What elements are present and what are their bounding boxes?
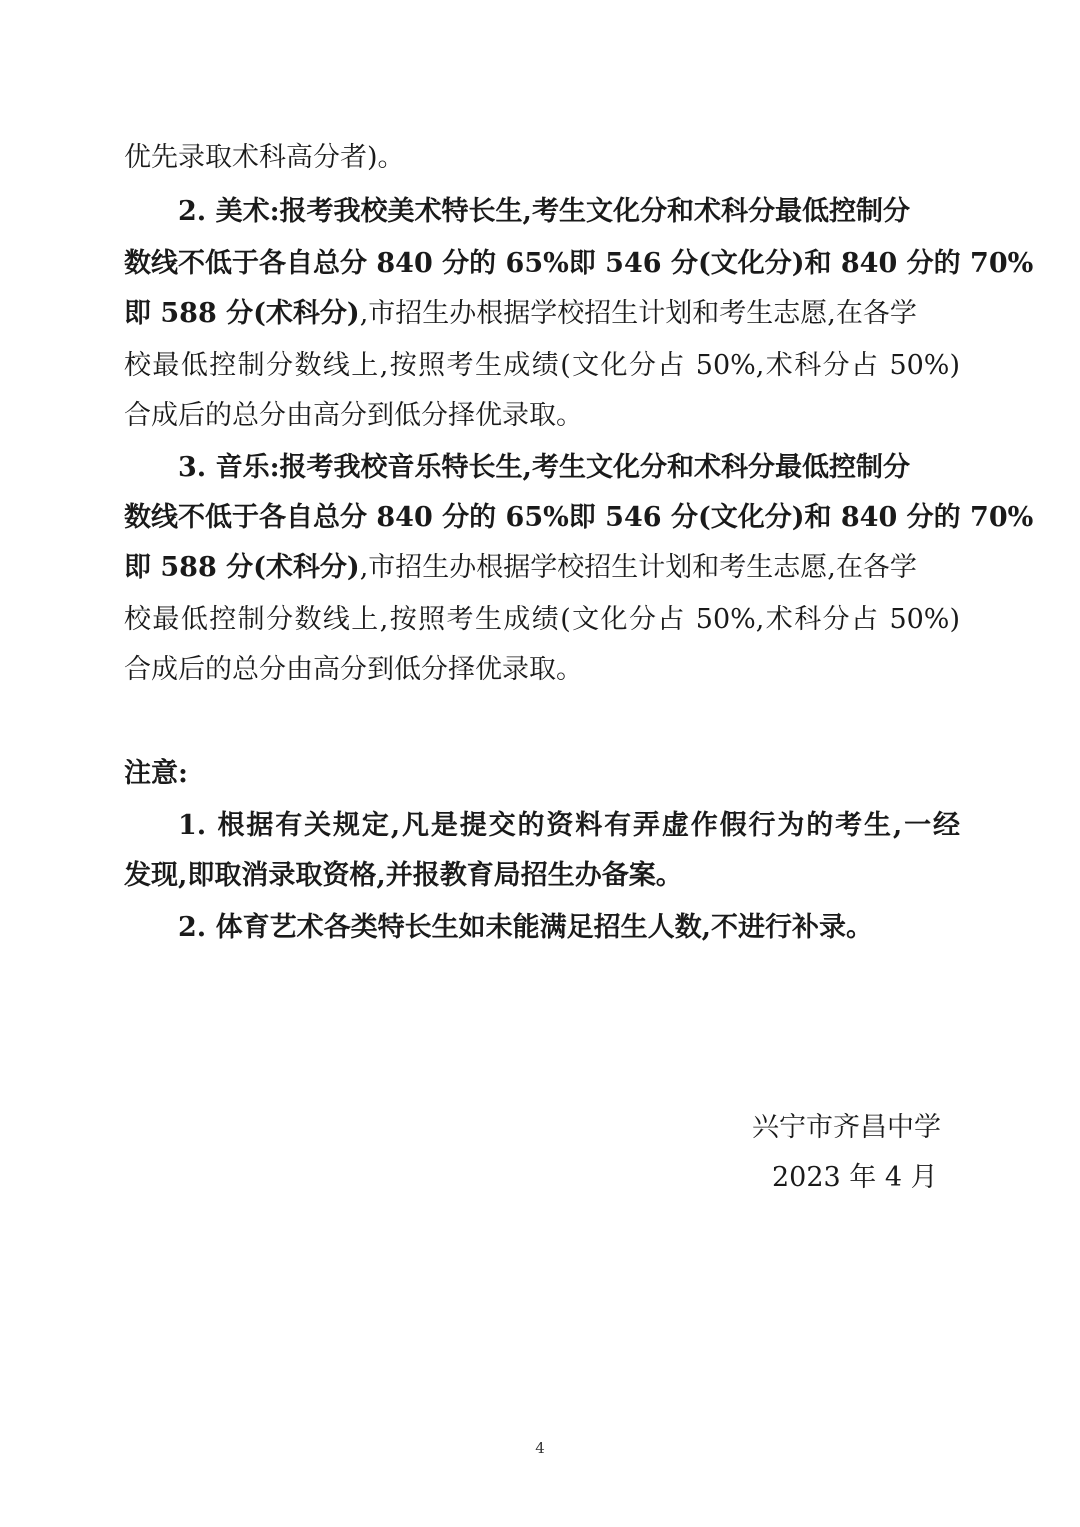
art-item-line-4: 校最低控制分数线上,按照考生成绩(文化分占 50%,术科分占 50%) — [124, 350, 960, 381]
music-item-line-1 — [178, 450, 960, 486]
art-item-line-3 — [124, 296, 960, 332]
art-item-line-1 — [178, 194, 960, 230]
note-2: 2. 体育艺术各类特长生如未能满足招生人数,不进行补录。 — [178, 912, 873, 943]
music-item-line-4: 校最低控制分数线上,按照考生成绩(文化分占 50%,术科分占 50%) — [124, 604, 960, 635]
music-item-line-5: 合成后的总分由高分到低分择优录取。 — [124, 654, 583, 685]
paragraph-line: 优先录取术科高分者)。 — [124, 142, 405, 173]
art-item-line-3-rest: ,市招生办根据学校招生计划和考生志愿,在各学 — [359, 298, 917, 329]
music-item-line-3 — [124, 550, 960, 586]
school-signature: 兴宁市齐昌中学 — [752, 1112, 941, 1143]
music-item-line-2: 数线不低于各自总分 840 分的 65%即 546 分(文化分)和 840 分的 70% — [124, 502, 1034, 533]
signature-date: 2023 年 4 月 — [772, 1162, 938, 1193]
art-item-line-3-bold: 即 588 分(术科分) — [124, 298, 360, 329]
art-item-lead: 2. 美术:报考我校美术特长生,考生 — [178, 196, 586, 227]
art-item-line-5: 合成后的总分由高分到低分择优录取。 — [124, 400, 583, 431]
music-item-line-3-bold: 即 588 分(术科分) — [124, 552, 360, 583]
music-item-lead: 3. 音乐:报考我校音乐特长生,考生 — [178, 452, 586, 483]
music-item-bold: 文化分和术科分最低控制分 — [585, 452, 910, 483]
art-item-bold: 文化分和术科分最低控制分 — [585, 196, 910, 227]
note-1-line-2: 发现,即取消录取资格,并报教育局招生办备案。 — [124, 860, 683, 891]
note-1-line-1: 1. 根据有关规定,凡是提交的资料有弄虚作假行为的考生,一经 — [178, 810, 960, 841]
music-item-line-3-rest: ,市招生办根据学校招生计划和考生志愿,在各学 — [359, 552, 917, 583]
art-item-line-2: 数线不低于各自总分 840 分的 65%即 546 分(文化分)和 840 分的 70% — [124, 248, 1034, 279]
notes-heading: 注意: — [124, 758, 188, 789]
page-number: 4 — [535, 1439, 545, 1457]
